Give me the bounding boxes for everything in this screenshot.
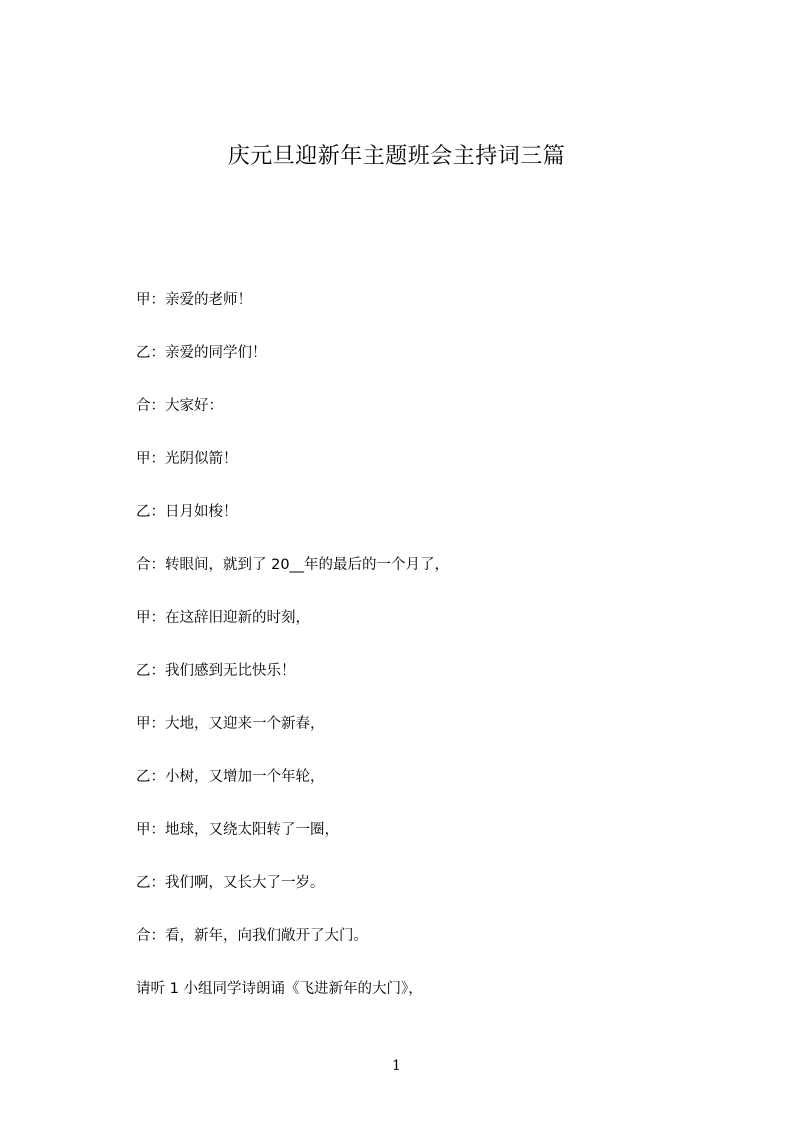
script-line: 乙：亲爱的同学们！ — [136, 345, 267, 361]
script-line: 甲：大地，又迎来一个新春， — [136, 716, 325, 732]
script-line: 乙：我们啊，又长大了一岁。 — [136, 875, 325, 891]
script-line: 乙：小树，又增加一个年轮， — [136, 769, 325, 785]
script-line: 甲：亲爱的老师！ — [136, 292, 252, 308]
script-line: 合：转眼间，就到了 20__年的最后的一个月了， — [136, 557, 450, 573]
script-line: 甲：在这辞旧迎新的时刻， — [136, 610, 310, 626]
script-lines — [136, 288, 696, 1030]
script-line: 乙：我们感到无比快乐！ — [136, 663, 296, 679]
document-title: 庆元旦迎新年主题班会主持词三篇 — [227, 144, 566, 169]
script-line: 甲：地球，又绕太阳转了一圈， — [136, 822, 339, 838]
script-line: 乙：日月如梭！ — [136, 504, 238, 520]
script-line: 请听 1 小组同学诗朗诵《飞进新年的大门》， — [136, 981, 423, 997]
script-line: 合：大家好： — [136, 398, 223, 414]
script-line: 甲：光阴似箭！ — [136, 451, 238, 467]
script-line: 合：看，新年，向我们敞开了大门。 — [136, 928, 368, 944]
page-number: 1 — [392, 1058, 401, 1074]
